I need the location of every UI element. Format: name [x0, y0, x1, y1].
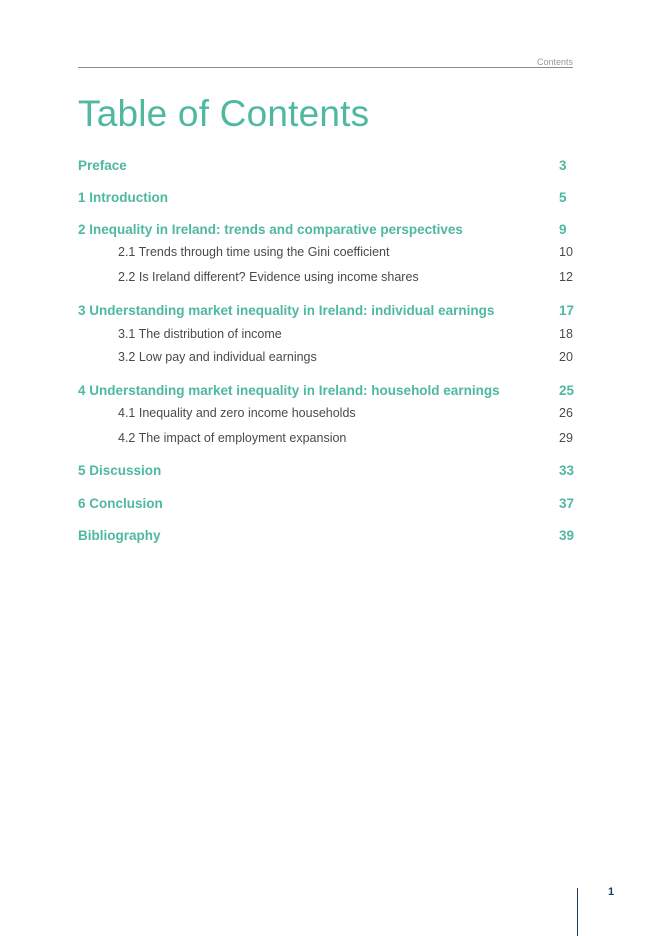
toc-entry-page: 29	[559, 431, 573, 445]
toc-entry-preface[interactable]	[78, 158, 573, 178]
toc-entry-chapter-4[interactable]	[78, 383, 573, 403]
toc-entry-title: 4.1 Inequality and zero income households	[118, 406, 356, 420]
toc-entry-section-2-2[interactable]	[78, 270, 573, 290]
toc-entry-page: 5	[559, 190, 567, 205]
toc-entry-section-3-1[interactable]	[78, 327, 573, 347]
toc-entry-page: 12	[559, 270, 573, 284]
toc-entry-chapter-2[interactable]	[78, 222, 573, 242]
toc-entry-section-3-2[interactable]	[78, 350, 573, 370]
page-number: 1	[608, 886, 615, 898]
toc-entry-page: 20	[559, 350, 573, 364]
toc-entry-page: 26	[559, 406, 573, 420]
toc-entry-chapter-3[interactable]	[78, 303, 573, 323]
toc-entry-conclusion[interactable]	[78, 496, 573, 516]
toc-entry-bibliography[interactable]	[78, 528, 573, 548]
toc-entry-title: 1 Introduction	[78, 190, 168, 205]
toc-entry-page: 10	[559, 245, 573, 259]
toc-entry-section-2-1[interactable]	[78, 245, 573, 265]
toc-entry-page: 18	[559, 327, 573, 341]
toc-entry-page: 3	[559, 158, 567, 173]
toc-entry-title: 3.2 Low pay and individual earnings	[118, 350, 317, 364]
toc-entry-title: 4.2 The impact of employment expansion	[118, 431, 347, 445]
toc-entry-page: 25	[559, 383, 575, 398]
header-divider	[78, 67, 573, 68]
running-header: Contents	[536, 57, 573, 67]
toc-entry-discussion[interactable]	[78, 463, 573, 483]
toc-entry-title: 5 Discussion	[78, 463, 162, 478]
toc-entry-title: 3.1 The distribution of income	[118, 327, 282, 341]
toc-entry-title: 2.2 Is Ireland different? Evidence using income shares	[118, 270, 419, 284]
toc-entry-page: 9	[559, 222, 567, 237]
toc-entry-section-4-2[interactable]	[78, 431, 573, 451]
toc-entry-page: 17	[559, 303, 575, 318]
toc-entry-title: 6 Conclusion	[78, 496, 163, 511]
toc-entry-section-4-1[interactable]	[78, 406, 573, 426]
toc-entry-introduction[interactable]	[78, 190, 573, 210]
toc-entry-title: 2.1 Trends through time using the Gini coefficient	[118, 245, 390, 259]
toc-entry-title: 2 Inequality in Ireland: trends and comparative perspectives	[78, 222, 463, 237]
toc-entry-title: 3 Understanding market inequality in Ireland: individual earnings	[78, 303, 495, 318]
footer-divider	[577, 888, 578, 936]
page-title: Table of Contents	[78, 93, 370, 134]
toc-entry-page: 37	[559, 496, 575, 511]
toc-entry-page: 39	[559, 528, 575, 543]
toc-entry-page: 33	[559, 463, 575, 478]
toc-entry-title: 4 Understanding market inequality in Ireland: household earnings	[78, 383, 500, 398]
toc-entry-title: Bibliography	[78, 528, 161, 543]
toc-entry-title: Preface	[78, 158, 127, 173]
